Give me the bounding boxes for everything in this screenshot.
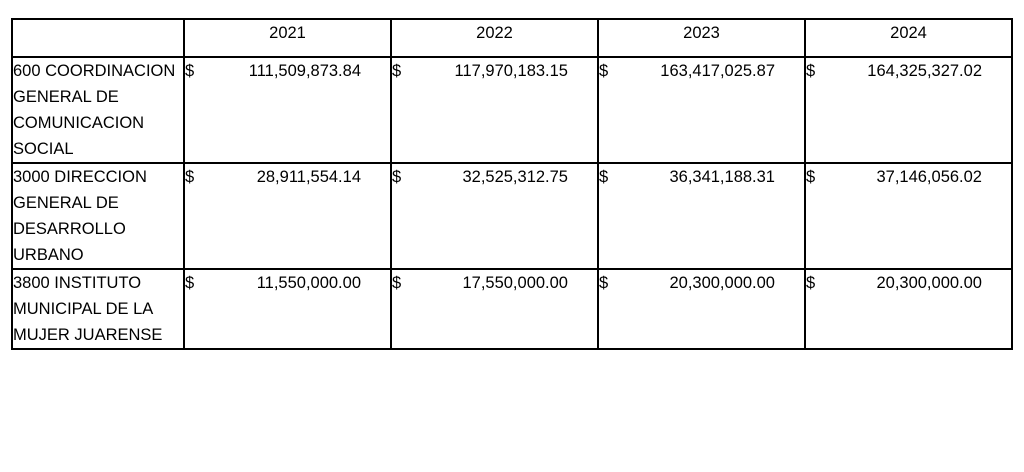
row-label-3000: 3000 DIRECCION GENERAL DE DESARROLLO URBANO (12, 163, 184, 269)
column-header-2023: 2023 (598, 19, 805, 57)
amount-value: 111,509,873.84 (248, 62, 361, 80)
currency-symbol: $ (185, 168, 195, 186)
currency-symbol: $ (392, 62, 402, 80)
currency-symbol: $ (599, 168, 609, 186)
cell-3000-2024 (805, 163, 1012, 269)
currency-symbol: $ (392, 168, 402, 186)
cell-3000-2021 (184, 163, 391, 269)
column-header-2021: 2021 (184, 19, 391, 57)
amount-value: 17,550,000.00 (462, 274, 568, 292)
budget-table (11, 18, 1013, 350)
row-label-3800: 3800 INSTITUTO MUNICIPAL DE LA MUJER JUARENSE (12, 269, 184, 349)
currency-symbol: $ (599, 274, 609, 292)
amount-value: 20,300,000.00 (669, 274, 775, 292)
currency-symbol: $ (806, 168, 816, 186)
cell-600-2022 (391, 57, 598, 163)
table-corner-cell (12, 19, 184, 57)
cell-3800-2021 (184, 269, 391, 349)
currency-symbol: $ (599, 62, 609, 80)
currency-symbol: $ (392, 274, 402, 292)
currency-symbol: $ (185, 62, 195, 80)
amount-value: 36,341,188.31 (669, 168, 775, 186)
cell-600-2021 (184, 57, 391, 163)
row-label-600: 600 COORDINACION GENERAL DE COMUNICACION SOCIAL (12, 57, 184, 163)
cell-3000-2023 (598, 163, 805, 269)
amount-value: 11,550,000.00 (256, 274, 361, 292)
column-header-2022: 2022 (391, 19, 598, 57)
amount-value: 164,325,327.02 (867, 62, 982, 80)
cell-3800-2023 (598, 269, 805, 349)
currency-symbol: $ (806, 274, 816, 292)
table-row (12, 163, 1012, 269)
table-row (12, 57, 1012, 163)
currency-symbol: $ (806, 62, 816, 80)
table-row (12, 269, 1012, 349)
column-header-2024: 2024 (805, 19, 1012, 57)
amount-value: 28,911,554.14 (256, 168, 361, 186)
amount-value: 163,417,025.87 (660, 62, 775, 80)
table-header-row (12, 19, 1012, 57)
cell-600-2024 (805, 57, 1012, 163)
amount-value: 32,525,312.75 (462, 168, 568, 186)
amount-value: 37,146,056.02 (876, 168, 982, 186)
amount-value: 117,970,183.15 (454, 62, 568, 80)
cell-3800-2024 (805, 269, 1012, 349)
cell-600-2023 (598, 57, 805, 163)
currency-symbol: $ (185, 274, 195, 292)
cell-3800-2022 (391, 269, 598, 349)
amount-value: 20,300,000.00 (876, 274, 982, 292)
cell-3000-2022 (391, 163, 598, 269)
